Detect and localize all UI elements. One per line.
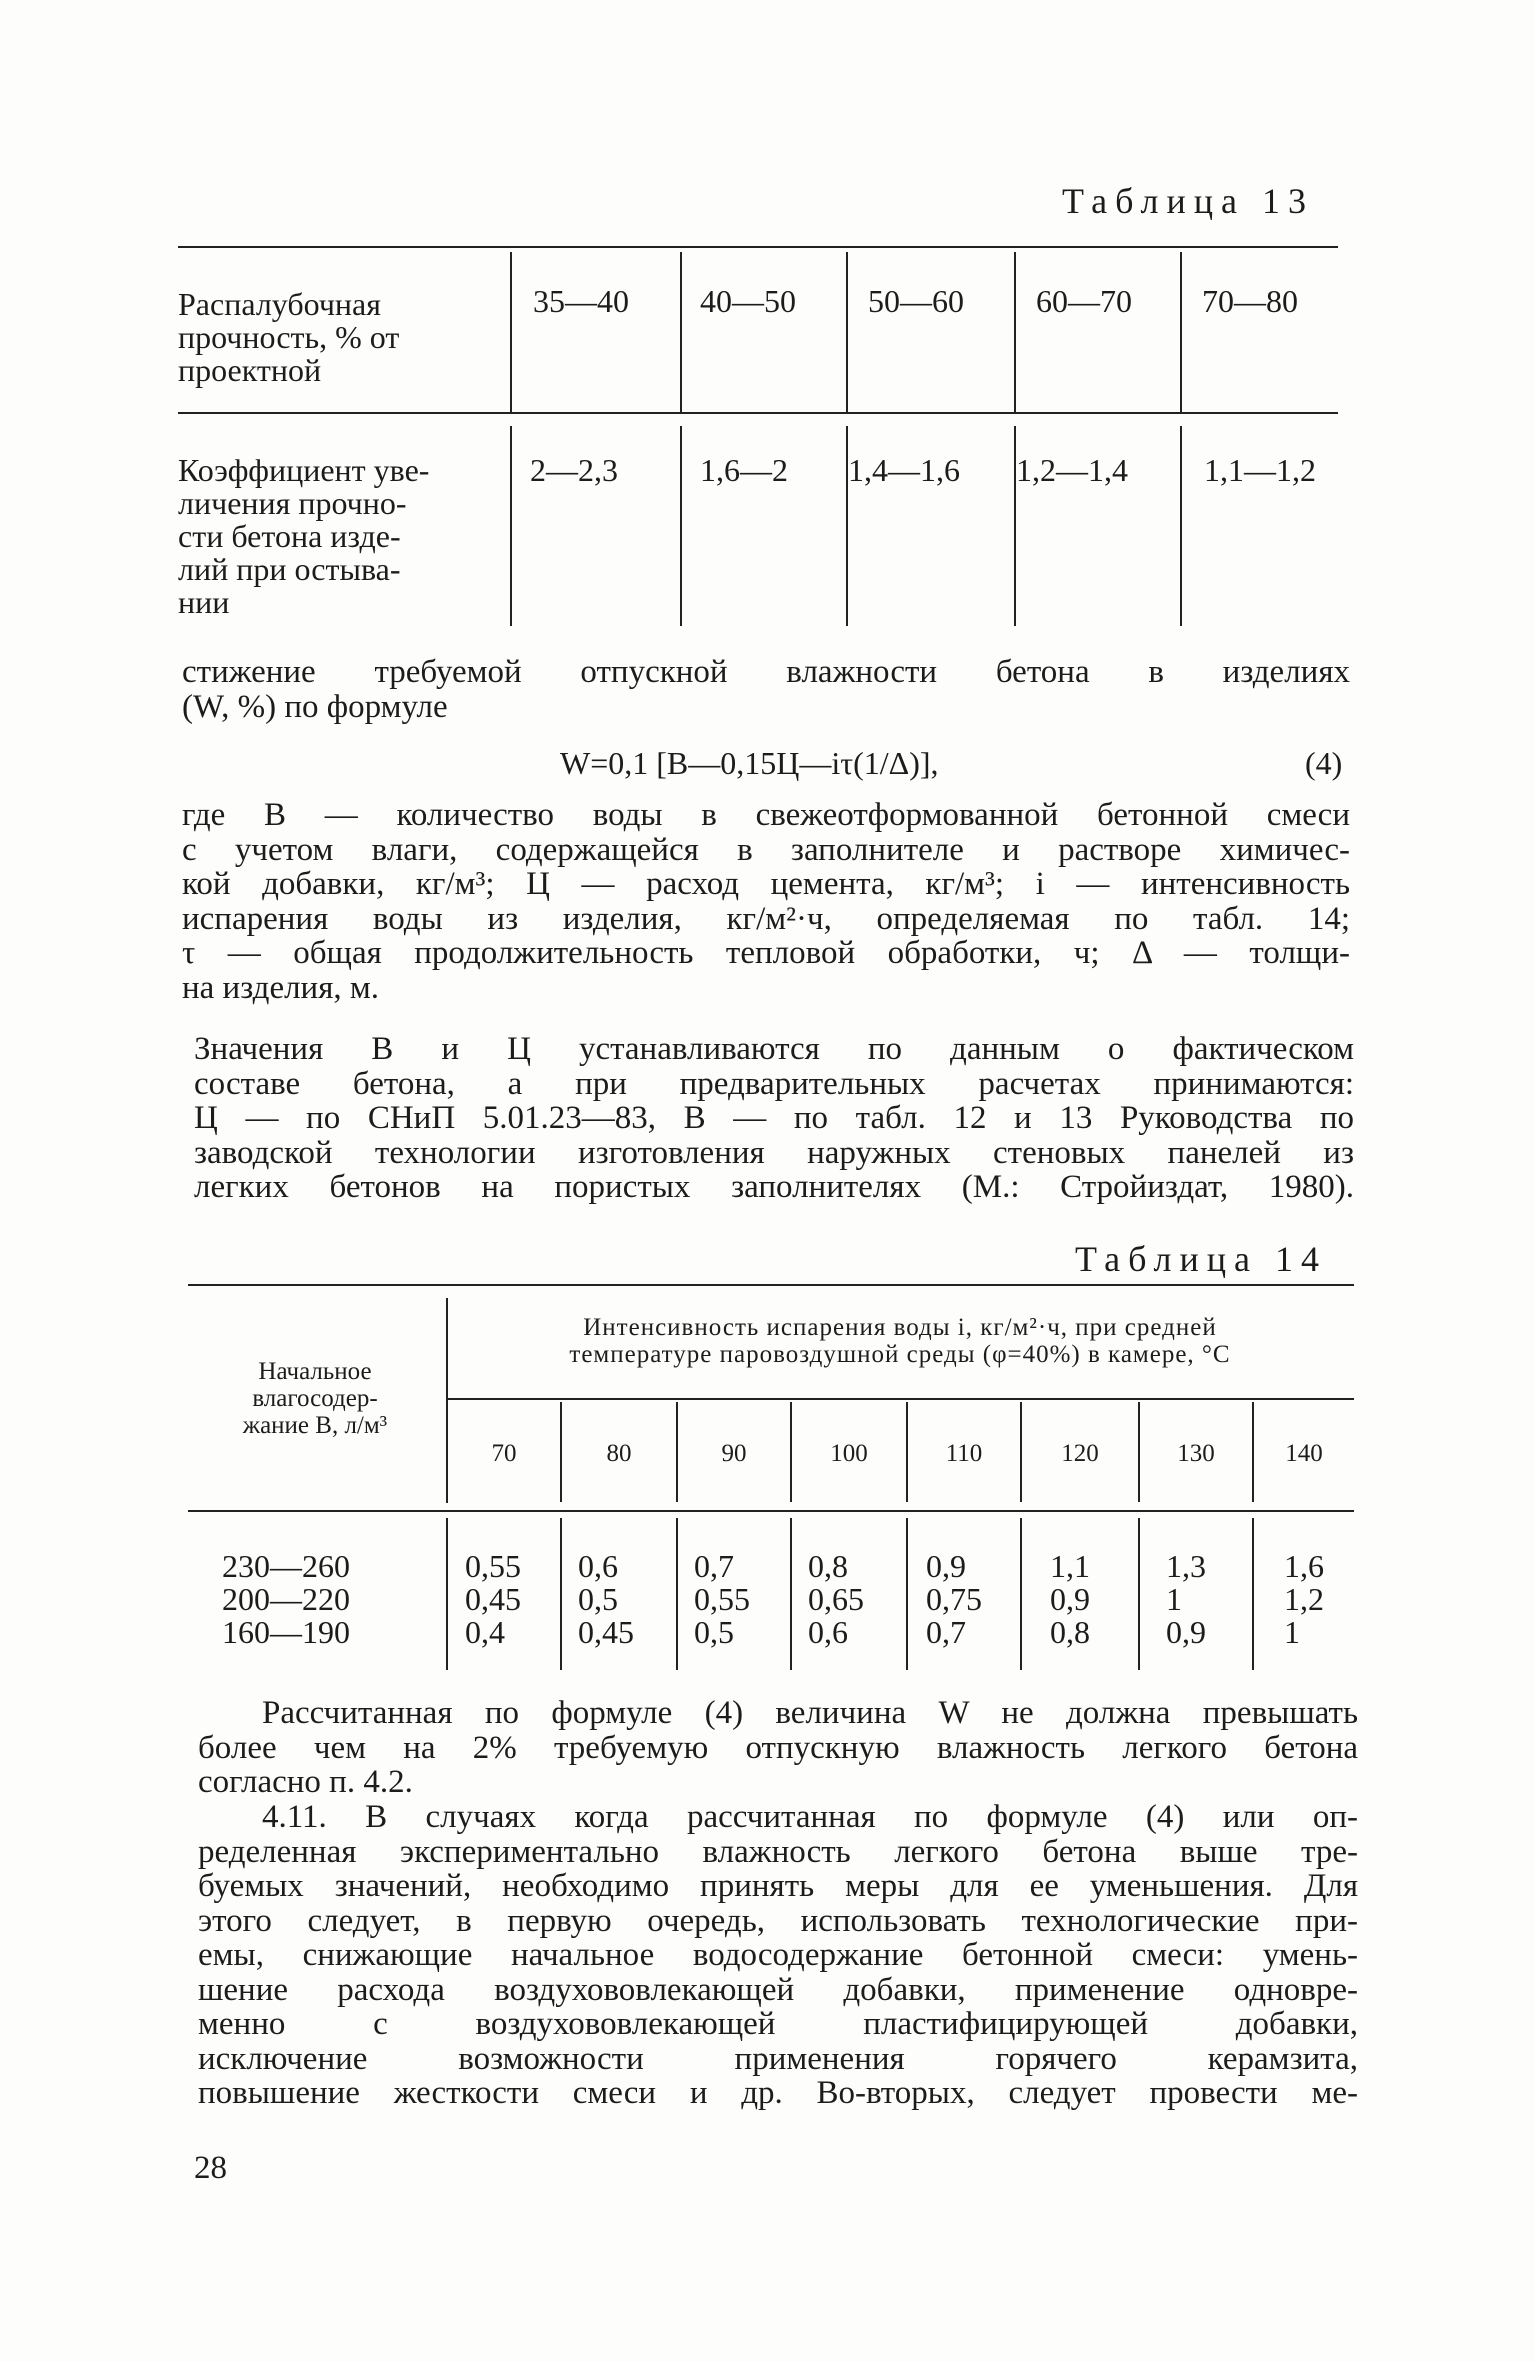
paragraph-formula-intro: стижение требуемой отпускной влажности бетона в изделиях (W, %) по формуле [182,654,1350,725]
table13-cell: 35—40 [533,283,629,319]
table14-col: 1,6 1,2 1 [1284,1548,1324,1650]
table13-cell: 1,1—1,2 [1204,452,1316,488]
formula: W=0,1 [В—0,15Ц—iτ(1/Δ)], [560,745,939,781]
table14-col: 1,1 0,9 0,8 [1050,1548,1090,1650]
table14-col: 0,9 0,75 0,7 [926,1548,982,1650]
table14-stub-header: Начальное влагосодер- жание В, л/м³ [242,1358,388,1439]
table13-cell: 60—70 [1036,283,1132,319]
table13-row2-label: Коэффициент уве- личения прочно- сти бетона изде- лий при остыва- нии [178,452,430,620]
paragraph-where: где В — количество воды в свежеотформованной бетонной смеси с учетом влаги, содержащейся в заполнителе и растворе химичес- кой добавки, кг/м³; Ц — расход цемента, кг/м³; i — интенсивность испарения воды из изделия, кг/м²·ч, определяемая по табл. 14; τ — общая продолжительность тепловой обработки, ч; Δ — толщи- на изделия, м. [182,797,1350,1006]
formula-number: (4) [1305,745,1343,781]
table14-temp: 140 [1285,1440,1323,1467]
table13-cell: 1,6—2 [700,452,788,488]
table13-cell: 40—50 [700,283,796,319]
table14-col: 0,6 0,5 0,45 [578,1548,634,1650]
table13-cell: 1,2—1,4 [1016,452,1128,488]
table13-cell: 1,4—1,6 [848,452,960,488]
table14-temp: 70 [491,1440,517,1467]
table14-col: 0,7 0,55 0,5 [694,1548,750,1650]
table14-col: 0,8 0,65 0,6 [808,1548,864,1650]
paragraph-calculated: Рассчитанная по формуле (4) величина W не должна превышать более чем на 2% требуемую отпускную влажность легкого бетона согласно п. 4.2. [198,1695,1358,1800]
table14-temp: 100 [830,1440,868,1467]
paragraph-values: Значения В и Ц устанавливаются по данным о фактическом составе бетона, а при предварительных расчетах принимаются: Ц — по СНиП 5.01.23—83, В — по табл. 12 и 13 Руководства по заводской технологии изготовления наружных стеновых панелей из легких бетонов на пористых заполнителях (М.: Стройиздат, 1980). [194,1031,1354,1205]
table14-col: 0,55 0,45 0,4 [465,1548,521,1650]
table13-cell: 70—80 [1202,283,1298,319]
table13-cell: 50—60 [868,283,964,319]
table14-col: 1,3 1 0,9 [1166,1548,1206,1650]
table14-temp: 130 [1177,1440,1215,1467]
table14-temp: 110 [945,1440,983,1467]
paragraph-4-11: 4.11. В случаях когда рассчитанная по формуле (4) или оп- ределенная экспериментально влажность легкого бетона выше тре- буемых значений, необходимо принять меры для ее уменьшения. Для этого следует, в первую очередь, использовать технологические при- емы, снижающие начальное водосодержание бетонной смеси: умень- шение расхода воздухововлекающей добавки, применение одновре- менно с воздухововлекающей пластифицирующей добавки, исключение возможности применения горячего керамзита, повышение жесткости смеси и др. Во-вторых, следует провести ме- [198,1799,1358,2111]
table13-cell: 2—2,3 [530,452,618,488]
table14-temp: 90 [721,1440,747,1467]
table14-temp: 80 [606,1440,632,1467]
table14-caption: Таблица 14 [1075,1239,1327,1279]
table14-row-labels: 230—260 200—220 160—190 [222,1548,350,1650]
table14-temp: 120 [1061,1440,1099,1467]
table13-caption: Таблица 13 [1062,181,1314,221]
table13-row1-label: Распалубочная прочность, % от проектной [178,286,400,388]
table14-group-header: Интенсивность испарения воды i, кг/м²·ч, при средней температуре паровоздушной среды (φ=40%) в камере, °С [569,1314,1231,1368]
page-number: 28 [194,2150,227,2186]
